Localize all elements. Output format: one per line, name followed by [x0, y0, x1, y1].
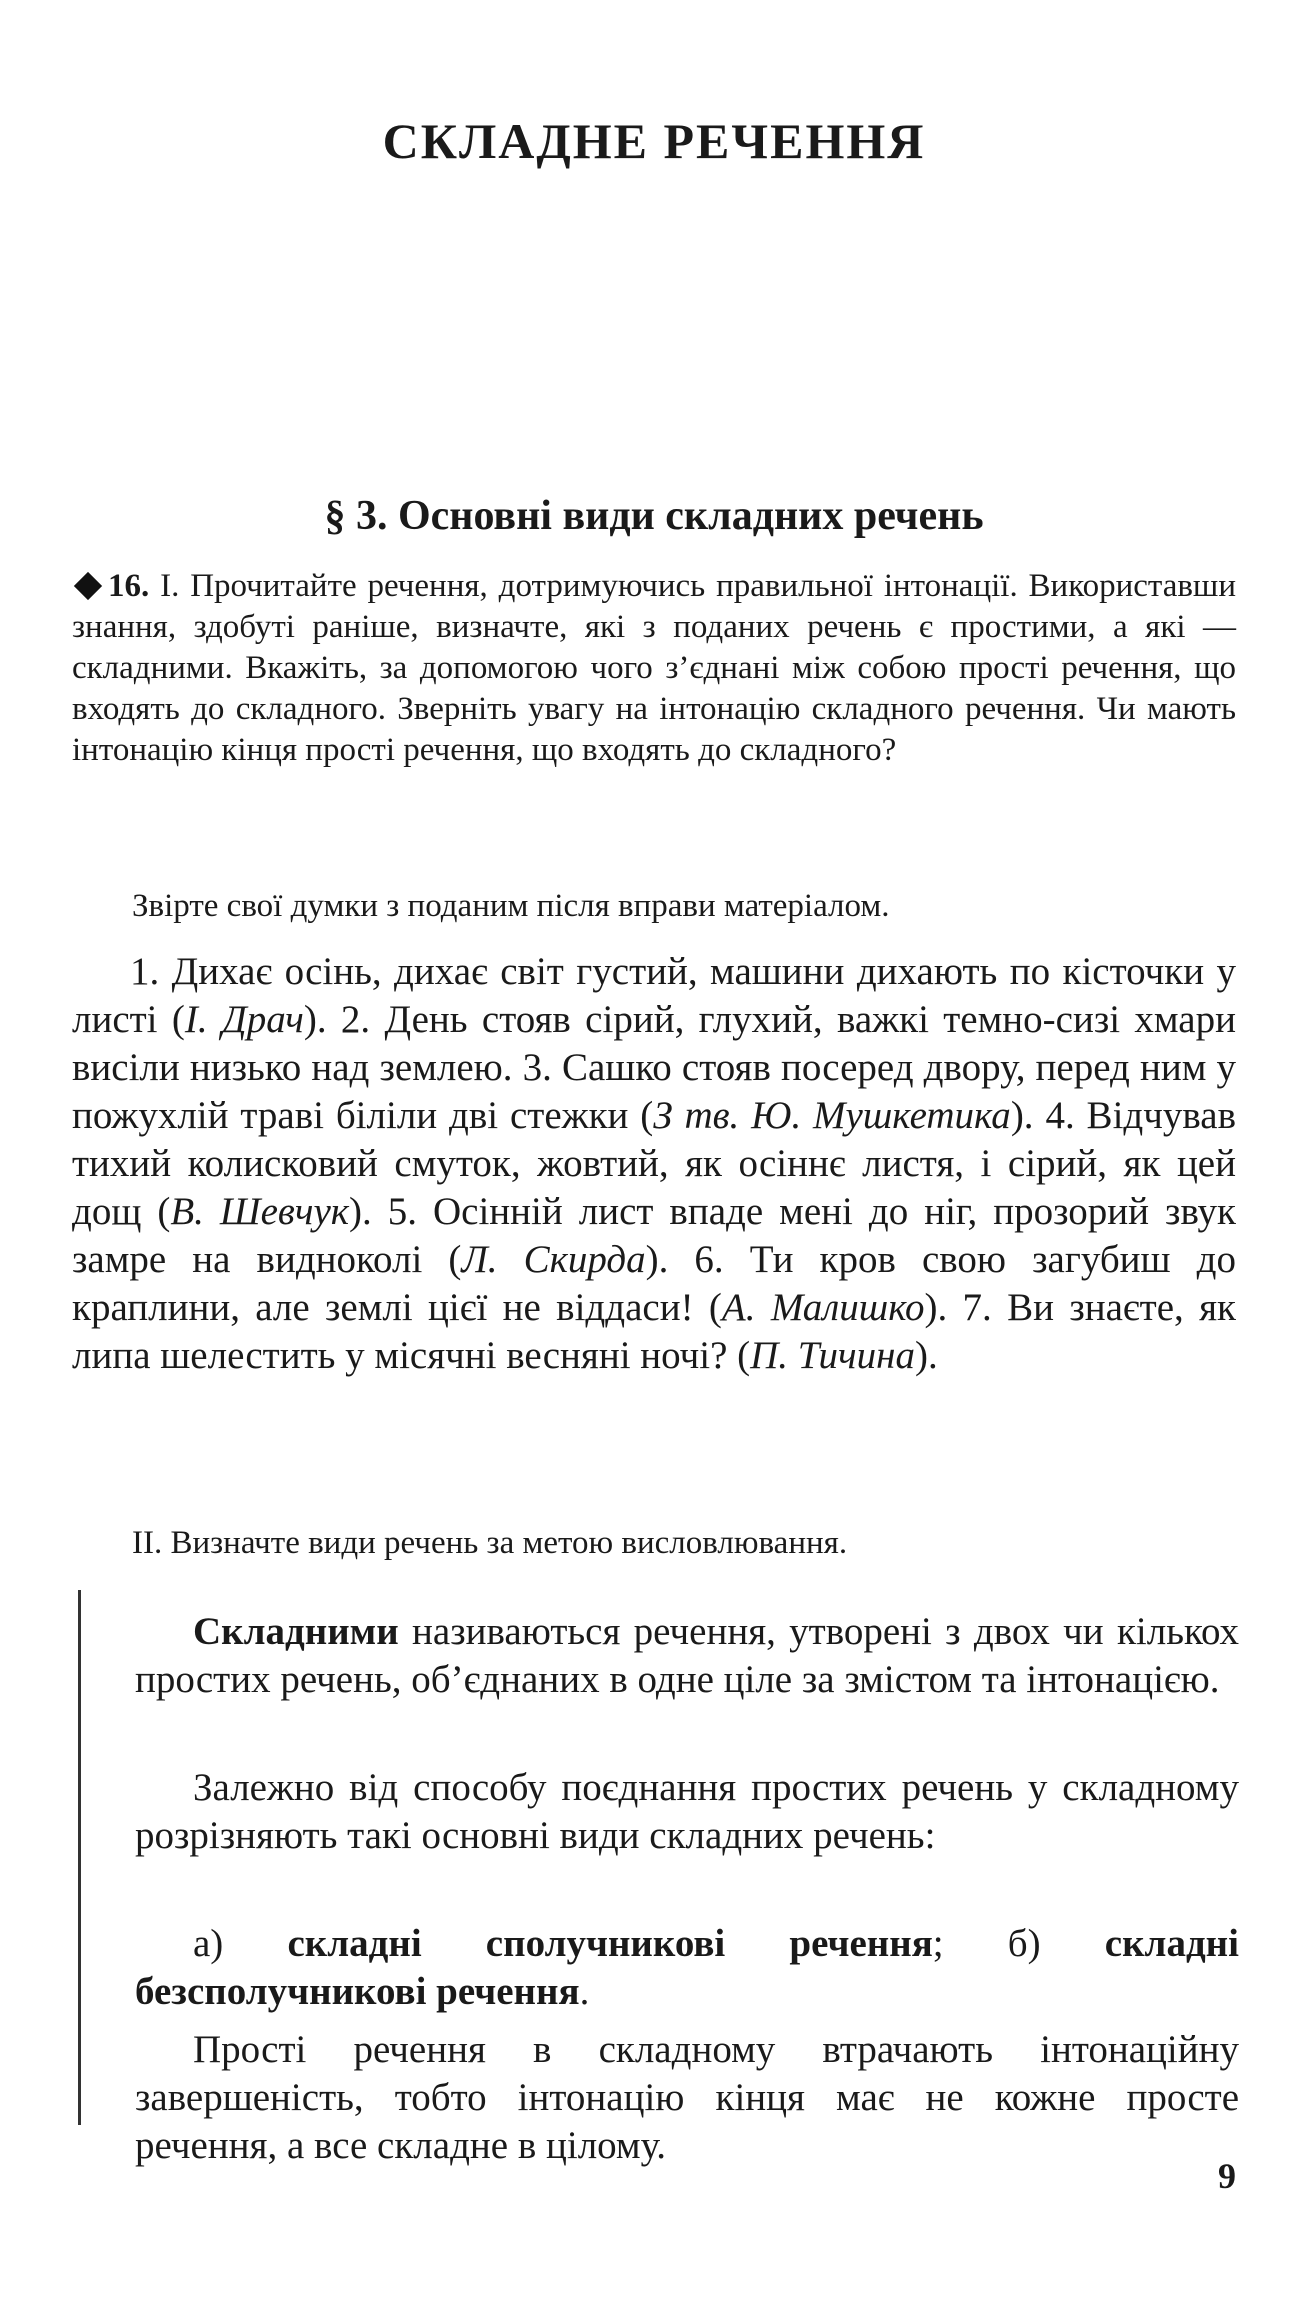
sentence-3: 3. Сашко стояв посеред двору, перед ним у пожухлій траві біліли дві стежки ( [72, 1046, 1236, 1137]
exercise-number: 16. [108, 568, 150, 604]
example-sentences: 1. Дихає осінь, дихає світ густий, машини дихають по кісточки у листі (І. Драч). 2. День стояв сірий, глухий, важкі темно-сизі хмари висіли низько над землею. 3. Сашко стояв посеред двору, перед ним у пожухлій траві біліли дві стежки (З тв. Ю. Мушкетика). 4. Відчував тихий колисковий смуток, жовтий, як осіннє листя, і сірий, як цей дощ (В. Шевчук). 5. Осінній лист впаде мені до ніг, прозорий звук замре на видноколі (Л. Скирда). 6. Ти кров свою загубиш до краплини, але землі цієї не віддаси! (А. Малишко). 7. Ви знаєте, як липа шелестить у місячні весняні ночі? (П. Тичина). [72, 950, 1237, 1377]
diamond-icon [74, 572, 102, 600]
sentence-6-author: А. Малишко [721, 1286, 925, 1329]
sentence-6: 6. Ти кров свою загубиш до краплини, але землі цієї не віддаси! ( [72, 1238, 1237, 1329]
sentence-4-author: В. Шевчук [170, 1190, 350, 1233]
rule-type-conjunctive: складні сполучникові речення [287, 1922, 933, 1965]
task-part-two: ІІ. Визначте види речень за метою висловлювання. [132, 1525, 848, 1561]
rule-classification: Залежно від способу поєднання простих речень у складному розрізняють такі основні види складних речень: [135, 1766, 1239, 1857]
sentence-2: 2. День стояв сірий, глухий, важкі темно-сизі хмари висіли низько над землею. [72, 998, 1236, 1089]
sentence-3-author: З тв. Ю. Мушкетика [653, 1094, 1011, 1137]
sentence-4: 4. Відчував тихий колисковий смуток, жовтий, як осіннє листя, і сірий, як цей дощ ( [72, 1094, 1236, 1233]
rule-term: Складними [193, 1610, 399, 1653]
rule-types: а) складні сполучникові речення; б) складні безсполучникові речення. [135, 1922, 1239, 2013]
sentence-7: 7. Ви знаєте, як липа шелестить у місячні весняні ночі? ( [72, 1286, 1236, 1377]
sentence-1-author: І. Драч [184, 998, 304, 1041]
rule-intonation: Прості речення в складному втрачають інтонаційну завершеність, тобто інтонацію кінця має не кожне просте речення, а все складне в цілому. [135, 2028, 1239, 2167]
exercise-note: Звірте свої думки з поданим після вправи матеріалом. [132, 888, 890, 924]
exercise-task [72, 566, 1236, 771]
sentence-5: 5. Осінній лист впаде мені до ніг, прозорий звук замре на видноколі ( [72, 1190, 1236, 1281]
rule-box [78, 1590, 1239, 2167]
rule-type-asyndetic: складні безсполучникові речення [135, 1922, 1239, 2013]
chapter-title: СКЛАДНЕ РЕЧЕННЯ [382, 113, 926, 169]
page-number: 9 [1218, 2156, 1236, 2196]
sentence-7-author: П. Тичина [750, 1334, 916, 1377]
exercise-text: І. Прочитайте речення, дотримуючись правильної інтонації. Використавши знання, здобуті раніше, визначте, які з поданих речень є простими, а які — складними. Вкажіть, за допомогою чого з’єднані між собою прості речення, що входять до складного. Зверніть увагу на інтонацію складного речення. Чи мають інтонацію кінця прості речення, що входять до складного? [72, 568, 1236, 768]
section-title: § 3. Основні види складних речень [324, 493, 984, 539]
sentence-5-author: Л. Скирда [461, 1238, 646, 1281]
rule-definition: Складними називаються речення, утворені з двох чи кількох простих речень, об’єднаних в одне ціле за змістом та інтонацією. [135, 1610, 1239, 1701]
sentence-1: 1. Дихає осінь, дихає світ густий, машини дихають по кісточки у листі ( [72, 950, 1236, 1041]
